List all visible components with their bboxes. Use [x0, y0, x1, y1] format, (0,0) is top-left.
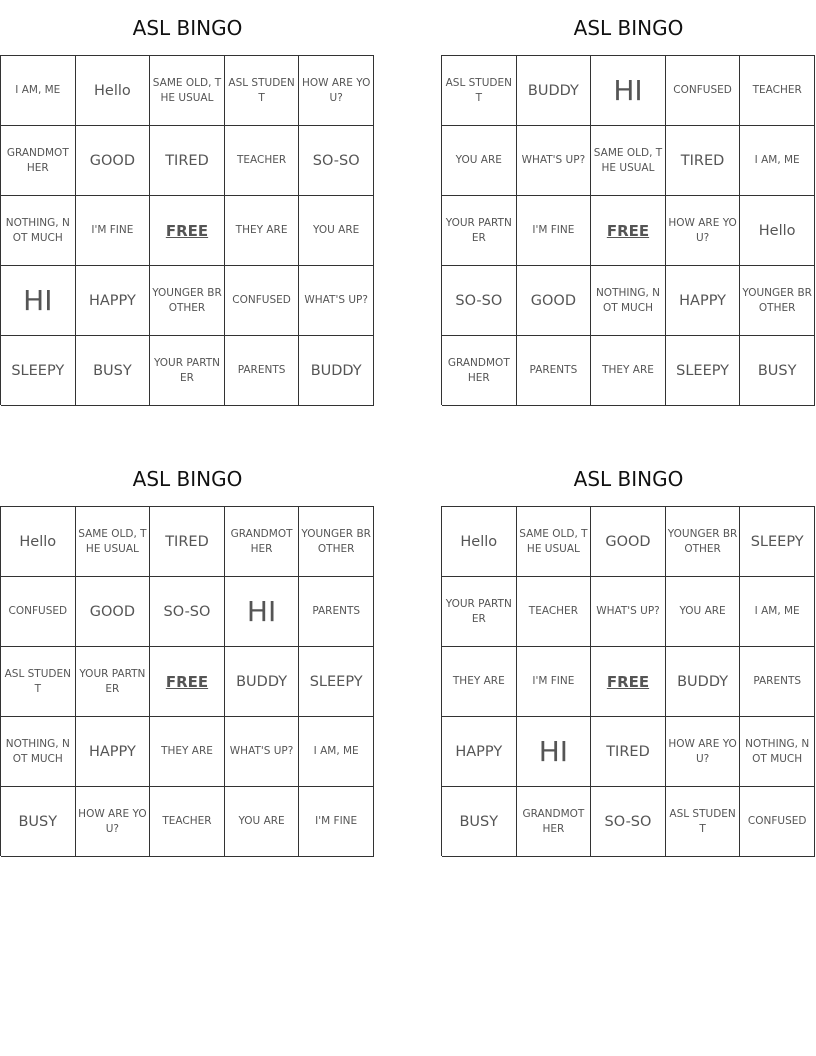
bingo-row — [1, 577, 374, 647]
bingo-cell: BUDDY — [517, 56, 592, 126]
bingo-cell: HAPPY — [666, 266, 741, 336]
bingo-cell: YOUNGER BROTHER — [740, 266, 815, 336]
bingo-cell: THEY ARE — [150, 717, 225, 787]
bingo-cell: TEACHER — [150, 787, 225, 857]
bingo-cell: BUDDY — [225, 647, 300, 717]
bingo-cell: TIRED — [666, 126, 741, 196]
bingo-cell: GOOD — [76, 126, 151, 196]
bingo-cell: HAPPY — [76, 717, 151, 787]
bingo-cell: GOOD — [76, 577, 151, 647]
bingo-cell: GRANDMOTHER — [1, 126, 76, 196]
bingo-cell: HOW ARE YOU? — [666, 717, 741, 787]
bingo-row — [1, 647, 374, 717]
bingo-cell: YOU ARE — [225, 787, 300, 857]
bingo-row — [442, 336, 815, 406]
bingo-cell: BUSY — [442, 787, 517, 857]
bingo-cell: THEY ARE — [442, 647, 517, 717]
bingo-cell: HI — [517, 717, 592, 787]
bingo-grid — [441, 506, 815, 856]
bingo-cell: CONFUSED — [1, 577, 76, 647]
card-title: ASL BINGO — [573, 16, 684, 40]
card-title: ASL BINGO — [132, 16, 243, 40]
bingo-cell: SLEEPY — [1, 336, 76, 406]
bingo-row — [1, 336, 374, 406]
bingo-cell: HOW ARE YOU? — [76, 787, 151, 857]
bingo-cell: BUSY — [1, 787, 76, 857]
bingo-cell: I'M FINE — [517, 196, 592, 266]
bingo-cell: YOUNGER BROTHER — [150, 266, 225, 336]
bingo-cell: I AM, ME — [1, 56, 76, 126]
bingo-cell: YOU ARE — [299, 196, 374, 266]
bingo-cell: SO-SO — [442, 266, 517, 336]
bingo-cell: TIRED — [150, 507, 225, 577]
bingo-row — [442, 717, 815, 787]
bingo-cell: GRANDMOTHER — [225, 507, 300, 577]
bingo-cell: HI — [1, 266, 76, 336]
bingo-cell: Hello — [1, 507, 76, 577]
bingo-cell: HAPPY — [442, 717, 517, 787]
bingo-cell: ASL STUDENT — [1, 647, 76, 717]
bingo-cell: I AM, ME — [740, 577, 815, 647]
bingo-cell: SLEEPY — [666, 336, 741, 406]
free-space: FREE — [150, 647, 225, 717]
bingo-cell: YOUR PARTNER — [150, 336, 225, 406]
card-title: ASL BINGO — [132, 467, 243, 491]
bingo-cell: PARENTS — [517, 336, 592, 406]
bingo-cell: GRANDMOTHER — [517, 787, 592, 857]
bingo-cell: SAME OLD, THE USUAL — [76, 507, 151, 577]
bingo-cell: SAME OLD, THE USUAL — [517, 507, 592, 577]
bingo-cell: PARENTS — [225, 336, 300, 406]
bingo-cell: WHAT'S UP? — [225, 717, 300, 787]
bingo-cell: SO-SO — [591, 787, 666, 857]
bingo-cell: TEACHER — [225, 126, 300, 196]
bingo-row — [442, 266, 815, 336]
bingo-cell: TIRED — [591, 717, 666, 787]
bingo-cell: Hello — [442, 507, 517, 577]
bingo-grid — [0, 506, 374, 856]
bingo-cell: PARENTS — [740, 647, 815, 717]
bingo-cell: NOTHING, NOT MUCH — [1, 717, 76, 787]
bingo-row — [1, 56, 374, 126]
bingo-cell: YOU ARE — [666, 577, 741, 647]
bingo-cell: I'M FINE — [76, 196, 151, 266]
bingo-cell: I AM, ME — [740, 126, 815, 196]
bingo-cell: WHAT'S UP? — [299, 266, 374, 336]
bingo-cell: NOTHING, NOT MUCH — [1, 196, 76, 266]
bingo-row — [442, 647, 815, 717]
bingo-cell: CONFUSED — [740, 787, 815, 857]
bingo-row — [1, 126, 374, 196]
bingo-cell: SAME OLD, THE USUAL — [591, 126, 666, 196]
bingo-cell: NOTHING, NOT MUCH — [740, 717, 815, 787]
bingo-cell: SLEEPY — [740, 507, 815, 577]
bingo-cell: HI — [225, 577, 300, 647]
bingo-row — [1, 787, 374, 857]
bingo-cell: GRANDMOTHER — [442, 336, 517, 406]
bingo-cell: TIRED — [150, 126, 225, 196]
bingo-cell: HOW ARE YOU? — [299, 56, 374, 126]
bingo-cell: HOW ARE YOU? — [666, 196, 741, 266]
bingo-cell: THEY ARE — [225, 196, 300, 266]
bingo-cell: YOU ARE — [442, 126, 517, 196]
bingo-cell: YOUNGER BROTHER — [666, 507, 741, 577]
bingo-cell: ASL STUDENT — [225, 56, 300, 126]
bingo-cell: BUSY — [740, 336, 815, 406]
bingo-row — [442, 507, 815, 577]
bingo-cell: BUDDY — [666, 647, 741, 717]
bingo-cell: BUDDY — [299, 336, 374, 406]
bingo-cell: CONFUSED — [225, 266, 300, 336]
bingo-cell: SAME OLD, THE USUAL — [150, 56, 225, 126]
bingo-cell: PARENTS — [299, 577, 374, 647]
bingo-cell: NOTHING, NOT MUCH — [591, 266, 666, 336]
free-space: FREE — [150, 196, 225, 266]
bingo-cell: BUSY — [76, 336, 151, 406]
card-title: ASL BINGO — [573, 467, 684, 491]
bingo-row — [1, 507, 374, 577]
bingo-cell: Hello — [740, 196, 815, 266]
bingo-cell: HI — [591, 56, 666, 126]
bingo-cell: SLEEPY — [299, 647, 374, 717]
bingo-grid — [0, 55, 374, 405]
bingo-cell: YOUR PARTNER — [76, 647, 151, 717]
bingo-cell: ASL STUDENT — [442, 56, 517, 126]
bingo-cell: ASL STUDENT — [666, 787, 741, 857]
bingo-row — [1, 196, 374, 266]
bingo-cell: GOOD — [591, 507, 666, 577]
bingo-cell: I AM, ME — [299, 717, 374, 787]
bingo-cell: SO-SO — [299, 126, 374, 196]
bingo-cell: SO-SO — [150, 577, 225, 647]
bingo-cell: YOUNGER BROTHER — [299, 507, 374, 577]
free-space: FREE — [591, 647, 666, 717]
free-space: FREE — [591, 196, 666, 266]
bingo-cell: WHAT'S UP? — [591, 577, 666, 647]
bingo-cell: TEACHER — [740, 56, 815, 126]
bingo-row — [442, 56, 815, 126]
bingo-row — [442, 787, 815, 857]
bingo-row — [1, 717, 374, 787]
bingo-cell: WHAT'S UP? — [517, 126, 592, 196]
bingo-cell: YOUR PARTNER — [442, 577, 517, 647]
bingo-cell: I'M FINE — [517, 647, 592, 717]
bingo-cell: THEY ARE — [591, 336, 666, 406]
bingo-row — [1, 266, 374, 336]
bingo-row — [442, 196, 815, 266]
bingo-cell: I'M FINE — [299, 787, 374, 857]
bingo-cell: GOOD — [517, 266, 592, 336]
bingo-grid — [441, 55, 815, 405]
bingo-row — [442, 577, 815, 647]
bingo-cell: YOUR PARTNER — [442, 196, 517, 266]
bingo-row — [442, 126, 815, 196]
bingo-cell: Hello — [76, 56, 151, 126]
bingo-cell: HAPPY — [76, 266, 151, 336]
bingo-cell: CONFUSED — [666, 56, 741, 126]
bingo-cell: TEACHER — [517, 577, 592, 647]
